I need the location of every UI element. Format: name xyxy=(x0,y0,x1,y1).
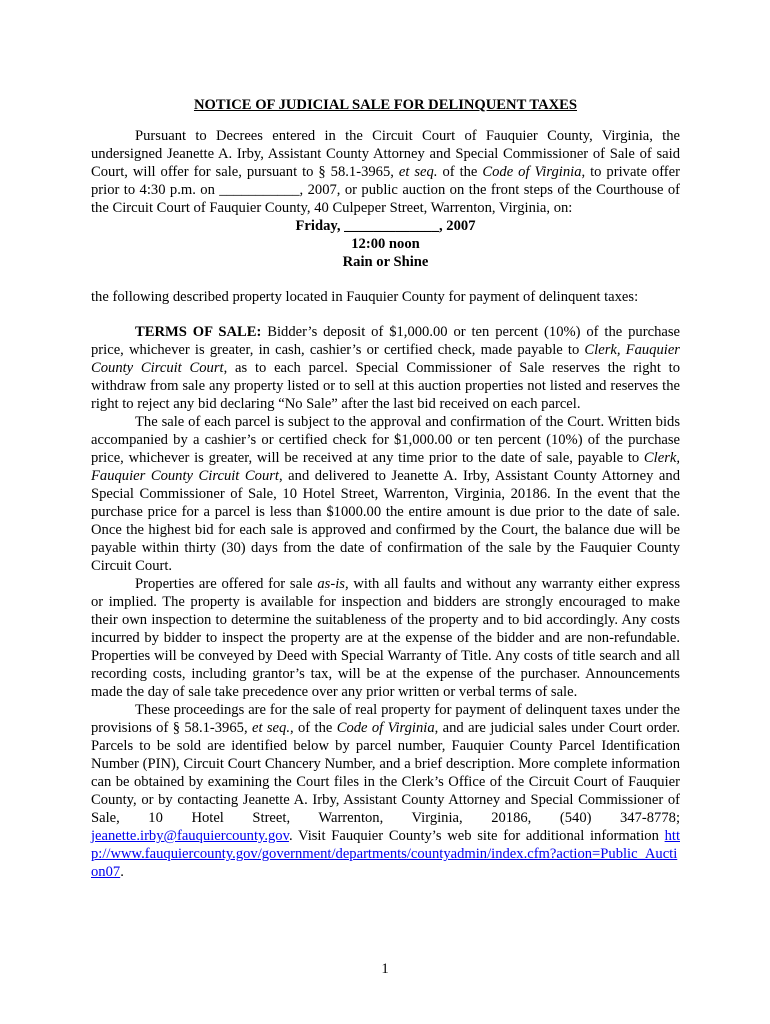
as-is-text-2: , with all faults and without any warranty either express or implied. The property is available for inspection and bidders are strongly encouraged to make their own inspection to determine the suitableness of the property and to bid accordingly. Any costs incurred by bidder to inspect the property are at the expense of the bidder and are non-refundable. Properties will be conveyed by Deed with Special Warranty of Title. Any costs of title search and all recording costs, including grantor’s tax, will be at the expense of the purchaser. Announcements made the day of sale take precedence over any prior written or verbal terms of sale. xyxy=(91,576,680,700)
intro-text-3: , to private offer prior to 4:30 p.m. on ___________, 2007, or public auction on the front steps of the Courthouse of the Circuit Court of Fauquier County, 40 Culpeper Street, Warrenton, Virginia, on: xyxy=(91,164,681,216)
as-is-term: as-is xyxy=(317,576,345,592)
document-body xyxy=(91,96,680,881)
intro-text-2: of the xyxy=(437,164,483,180)
proceedings-paragraph xyxy=(91,701,680,881)
proceedings-text-5: . xyxy=(120,864,124,880)
sale-parcel-paragraph xyxy=(91,413,680,575)
sale-info xyxy=(91,217,680,271)
proceedings-code-of-virginia: Code of Virginia xyxy=(336,720,435,736)
email-link[interactable]: jeanette.irby@fauquiercounty.gov xyxy=(91,828,289,844)
as-is-text-1: Properties are offered for sale xyxy=(135,576,318,592)
page-title: NOTICE OF JUDICIAL SALE FOR DELINQUENT TAXES xyxy=(193,97,578,113)
sale-time-line: 12:00 noon xyxy=(351,236,420,252)
website-link[interactable]: http://www.fauquiercounty.gov/government/departments/countyadmin/index.cfm?action=Public_Auction07 xyxy=(91,828,680,880)
intro-text-1: Pursuant to Decrees entered in the Circuit Court of Fauquier County, Virginia, the undersigned Jeanette A. Irby, Assistant County Attorney and Special Commissioner of Sale of said Court, will offer for sale, pursuant to § 58.1-3965, xyxy=(91,128,680,180)
sale-weather-line: Rain or Shine xyxy=(342,254,429,270)
intro-paragraph xyxy=(91,127,680,217)
terms-paragraph xyxy=(91,323,680,413)
sale-parcel-text-2: , and delivered to Jeanette A. Irby, Assistant County Attorney and Special Commissioner of Sale, 10 Hotel Street, Warrenton, Virginia, 20186. In the event that the purchase price for a parcel is less than $1000.00 the entire amount is due prior to the date of sale. Once the highest bid for each sale is approved and confirmed by the Court, the balance due will be payable within thirty (30) days from the date of confirmation of the sale by the Fauquier County Circuit Court. xyxy=(91,468,680,574)
proceedings-et-seq: et seq. xyxy=(251,720,290,736)
proceedings-text-3: , and are judicial sales under Court order. Parcels to be sold are identified below by parcel number, Fauquier County Parcel Identification Number (PIN), Circuit Court Chancery Number, and a brief description. More complete information can be obtained by examining the Court files in the Clerk’s Office of the Circuit Court of Fauquier County, or by contacting Jeanette A. Irby, Assistant County Attorney and Special Commissioner of Sale, 10 Hotel Street, Warrenton, Virginia, 20186, (540) 347-8778; xyxy=(91,720,680,826)
sale-date-line: Friday, _____________, 2007 xyxy=(295,218,476,234)
proceedings-text-4: . Visit Fauquier County’s web site for additional information xyxy=(288,828,665,844)
sale-parcel-payee: Clerk, Fauquier County Circuit Court xyxy=(91,450,680,484)
terms-text-2: , as to each parcel. Special Commissioner of Sale reserves the right to withdraw from sale any property listed or to sell at this auction properties not listed and reserves the right to reject any bid declaring “No Sale” after the last bid received on each parcel. xyxy=(91,360,680,412)
as-is-paragraph xyxy=(91,575,680,701)
proceedings-text-2: , of the xyxy=(289,720,337,736)
intro-et-seq: et seq. xyxy=(398,164,438,180)
intro-code-of-virginia: Code of Virginia xyxy=(482,164,582,180)
following-paragraph: the following described property located in Fauquier County for payment of delinquent taxes: xyxy=(91,289,639,305)
sale-parcel-text-1: The sale of each parcel is subject to the approval and confirmation of the Court. Written bids accompanied by a cashier’s or certified check for $1,000.00 or ten percent (10%) of the purchase price, whichever is greater, will be received at any time prior to the date of sale, payable to xyxy=(91,414,680,466)
terms-payee: Clerk, Fauquier County Circuit Court xyxy=(91,342,680,376)
terms-text-1: Bidder’s deposit of $1,000.00 or ten percent (10%) of the purchase price, whichever is greater, in cash, cashier’s or certified check, made payable to xyxy=(91,324,680,358)
page-number: 1 xyxy=(381,961,389,977)
proceedings-text-1: These proceedings are for the sale of real property for payment of delinquent taxes under the provisions of § 58.1-3965, xyxy=(91,702,680,736)
terms-heading: TERMS OF SALE: xyxy=(135,324,262,340)
